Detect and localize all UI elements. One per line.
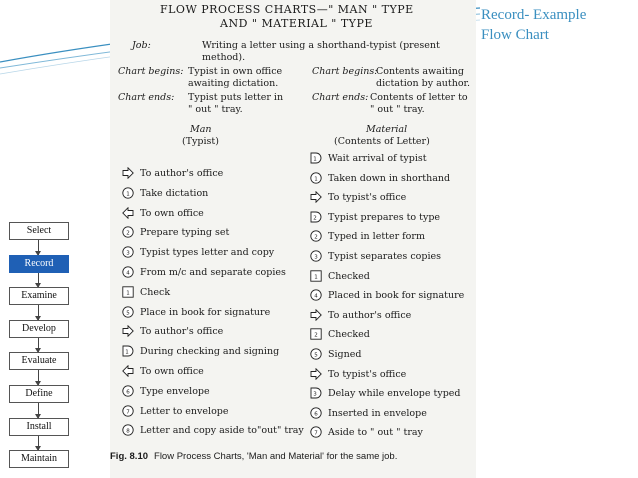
step-arrow-icon	[38, 370, 39, 385]
operation-circle-icon	[310, 348, 322, 360]
operation-circle-icon	[122, 246, 134, 258]
operation-circle-icon	[122, 306, 134, 318]
operation-circle-icon	[310, 426, 322, 438]
step-text: Typed in letter form	[328, 231, 425, 243]
step-text: Take dictation	[140, 187, 209, 199]
inspection-square-icon	[122, 286, 134, 298]
step-text: Letter and copy aside to"out" tray	[140, 425, 304, 437]
step-number: 6	[126, 389, 130, 396]
transport-arrow-icon	[310, 191, 322, 203]
slide-title-line: Record- Example	[481, 7, 587, 23]
step-text: Delay while envelope typed	[328, 388, 461, 400]
delay-d-icon	[310, 387, 322, 399]
step-text: To typist's office	[328, 192, 407, 204]
step-number: 4	[126, 270, 130, 277]
step-text: To typist's office	[328, 368, 407, 380]
step-number: 3	[314, 254, 318, 261]
step-number: 8	[126, 428, 130, 435]
step-text: Placed in book for signature	[328, 290, 465, 302]
inspection-square-icon	[310, 270, 322, 282]
operation-circle-icon	[122, 405, 134, 417]
step-text: Signed	[328, 349, 362, 360]
delay-d-icon	[310, 152, 322, 164]
step-text: Inserted in envelope	[328, 407, 427, 419]
operation-circle-icon	[310, 250, 322, 262]
transport-arrow-left-icon	[122, 365, 134, 377]
step-number: 7	[126, 408, 130, 415]
step-arrow-icon	[38, 403, 39, 418]
step-text: Place in book for signature	[140, 306, 271, 318]
step-arrow-icon	[38, 436, 39, 451]
step-number: 1	[125, 349, 129, 356]
operation-circle-icon	[122, 226, 134, 238]
right-begins-text: dictation by author.	[376, 78, 471, 89]
step-number: 2	[314, 234, 318, 241]
operation-circle-icon	[122, 424, 134, 436]
operation-circle-icon	[122, 385, 134, 397]
slide-title-line: Flow Chart	[481, 27, 549, 43]
step-evaluate[interactable]: Evaluate	[9, 352, 69, 370]
operation-circle-icon	[122, 266, 134, 278]
step-text: Checked	[328, 329, 370, 341]
step-text: From m/c and separate copies	[140, 267, 286, 278]
figure-caption	[110, 451, 476, 462]
step-number: 3	[313, 391, 317, 398]
figure-number: Fig. 8.10	[110, 451, 149, 462]
step-arrow-icon	[38, 305, 39, 320]
step-text: Typist prepares to type	[328, 211, 441, 223]
left-begins-text: awaiting dictation.	[188, 78, 279, 89]
step-text: Aside to " out " tray	[328, 427, 423, 439]
step-text: To own office	[140, 366, 204, 377]
step-number: 1	[126, 191, 130, 198]
transport-arrow-icon	[310, 309, 322, 321]
step-number: 3	[126, 250, 130, 257]
operation-circle-icon	[310, 172, 322, 184]
step-text: During checking and signing	[140, 346, 280, 358]
left-begins-text: Typist in own office	[188, 66, 283, 77]
transport-arrow-icon	[122, 325, 134, 337]
step-text: To author's office	[328, 309, 412, 321]
flow-process-chart-document	[110, 0, 476, 478]
job-text: method).	[202, 52, 246, 63]
man-column-subheading: (Typist)	[182, 136, 219, 147]
transport-arrow-left-icon	[122, 207, 134, 219]
operation-circle-icon	[310, 289, 322, 301]
step-text: Check	[140, 286, 171, 298]
step-arrow-icon	[38, 240, 39, 255]
step-number: 2	[126, 230, 130, 237]
right-ends-text: Contents of letter to	[370, 92, 468, 103]
step-text: Checked	[328, 270, 370, 282]
step-text: To author's office	[140, 168, 224, 179]
step-text: To own office	[140, 207, 204, 219]
step-text: To author's office	[140, 326, 224, 338]
material-column-subheading: (Contents of Letter)	[334, 136, 430, 147]
step-number: 1	[126, 290, 130, 297]
transport-arrow-icon	[122, 167, 134, 179]
operation-circle-icon	[310, 407, 322, 419]
step-develop[interactable]: Develop	[9, 320, 69, 338]
step-number: 6	[314, 411, 318, 418]
left-begins-label: Chart begins:	[118, 66, 184, 77]
step-arrow-icon	[38, 338, 39, 353]
left-ends-label: Chart ends:	[118, 92, 175, 103]
figure-caption-text: Flow Process Charts, 'Man and Material' for the same job.	[154, 451, 398, 462]
step-text: Wait arrival of typist	[328, 153, 427, 164]
inspection-square-icon	[310, 328, 322, 340]
transport-arrow-icon	[310, 368, 322, 380]
job-text: Writing a letter using a shorthand-typist (present	[202, 40, 440, 51]
operation-circle-icon	[310, 230, 322, 242]
step-examine[interactable]: Examine	[9, 287, 69, 305]
delay-d-icon	[122, 345, 134, 357]
step-select[interactable]: Select	[9, 222, 69, 240]
step-number: 1	[314, 175, 318, 182]
delay-d-icon	[310, 211, 322, 223]
step-number: 4	[314, 293, 318, 300]
step-install[interactable]: Install	[9, 418, 69, 436]
job-label: Job:	[132, 40, 151, 51]
left-ends-text: Typist puts letter in	[188, 92, 284, 103]
step-number: 1	[313, 156, 317, 163]
man-column-heading: Man	[190, 124, 212, 135]
step-number: 2	[314, 332, 318, 339]
step-text: Letter to envelope	[140, 405, 229, 417]
material-column-heading: Material	[366, 124, 408, 135]
step-record[interactable]: Record	[9, 255, 69, 273]
right-begins-text: Contents awaiting	[376, 66, 464, 77]
step-number: 1	[314, 273, 318, 280]
step-maintain[interactable]: Maintain	[9, 450, 69, 468]
step-number: 5	[126, 309, 130, 316]
step-number: 2	[313, 215, 317, 222]
slide-title	[481, 5, 631, 45]
document-subtitle: AND " MATERIAL " TYPE	[220, 17, 373, 30]
step-number: 7	[314, 430, 318, 437]
step-text: Taken down in shorthand	[328, 172, 451, 184]
step-define[interactable]: Define	[9, 385, 69, 403]
step-text: Typist separates copies	[328, 251, 441, 262]
step-number: 5	[314, 352, 318, 359]
right-begins-label: Chart begins:	[312, 66, 378, 77]
document-title: FLOW PROCESS CHARTS—" MAN " TYPE	[160, 3, 414, 16]
step-arrow-icon	[38, 273, 39, 288]
operation-circle-icon	[122, 187, 134, 199]
step-text: Type envelope	[140, 385, 210, 397]
step-text: Prepare typing set	[140, 227, 230, 239]
right-ends-label: Chart ends:	[312, 92, 369, 103]
right-ends-text: " out " tray.	[370, 104, 425, 115]
step-text: Typist types letter and copy	[140, 247, 275, 259]
left-ends-text: " out " tray.	[188, 104, 243, 115]
